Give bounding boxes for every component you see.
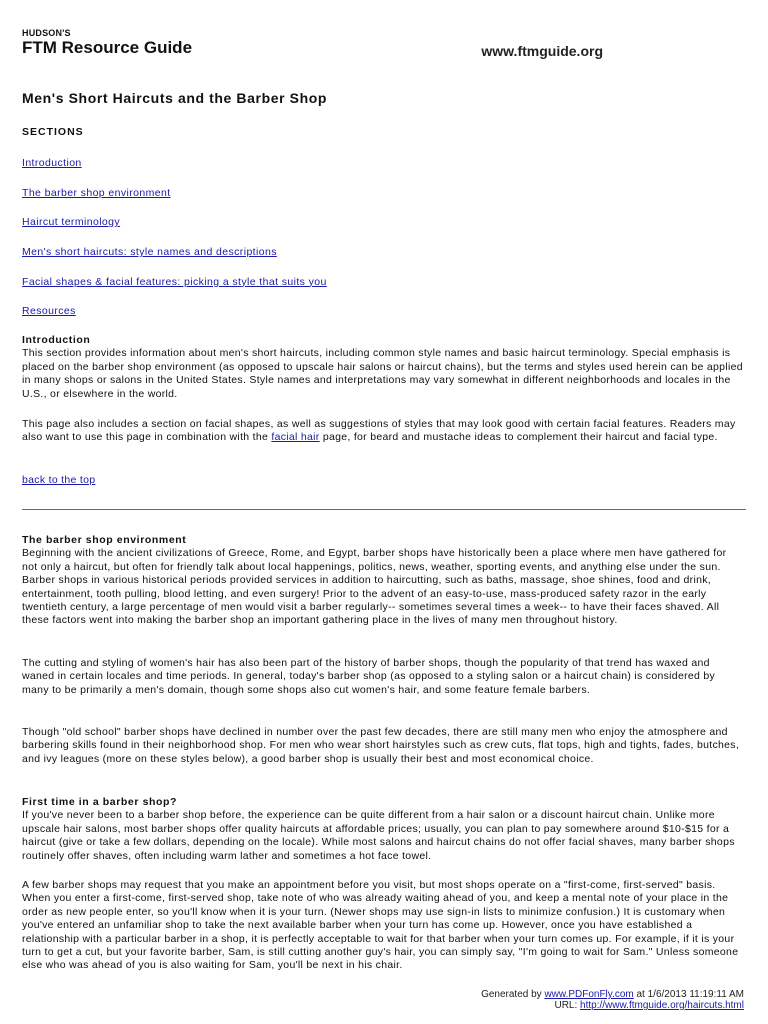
toc-item <box>22 246 327 276</box>
introduction-paragraph-1: This section provides information about men's short haircuts, including common style names and basic haircut terminology. Special emphasis is placed on the barber shop environment (as opposed to upscale hair salons or haircut chains), but the terms and styles used herein can be applied in many shops or salons in the United States. Style names and interpretations may vary somewhat in different neighborhoods and locales in the U.S., or elsewhere in the world. <box>22 347 743 400</box>
barber-paragraph-2-block <box>22 657 744 697</box>
barber-paragraph-5-block <box>22 879 744 973</box>
back-to-top-link[interactable]: back to the top <box>22 474 96 486</box>
first-time-section <box>22 796 744 863</box>
pdfonfly-link[interactable]: www.PDFonFly.com <box>544 989 634 1000</box>
site-logo <box>22 28 192 58</box>
introduction-heading: Introduction <box>22 334 91 346</box>
toc-item <box>22 216 327 246</box>
barber-paragraph-4: If you've never been to a barber shop before, the experience can be quite different from a hair salon or a discount haircut chain. Unlike more upscale hair salons, most barber shops offer quality haircuts at affordable prices; usually, you can plan to pay somewhere around $10-$15 for a haircut (give or take a few dollars, depending on the locale). While most salons and haircut chains do not offer facial shaves, many barber shops routinely offer shaves, often including warm lather and sometimes a hot face towel. <box>22 809 735 862</box>
toc-item <box>22 187 327 217</box>
toc-item <box>22 157 327 187</box>
toc-item <box>22 305 327 335</box>
barber-paragraph-1: Beginning with the ancient civilizations of Greece, Rome, and Egypt, barber shops have historically been a place where men have gathered for not only a haircut, but often for friendly talk about local happenings, politics, news, weather, sporting events, and anything else under the sun. Barber shops in various historical periods provided services in addition to haircutting, such as baths, massage, shoe shines, food and drink, entertainment, tooth pulling, blood letting, and even surgery! Prior to the advent of an easy-to-use, mass-produced safety razor in the early twentieth century, a large percentage of men would visit a barber regularly-- sometimes several times a week-- to have their faces shaved. All these factors went into making the barber shop an important gathering place in the lives of many men throughout history. <box>22 547 727 627</box>
toc-link-barber-shop-environment[interactable]: The barber shop environment <box>22 186 171 199</box>
logo-large-text: FTM Resource Guide <box>22 38 193 57</box>
site-url: www.ftmguide.org <box>481 43 603 59</box>
toc-link-facial-shapes[interactable]: Facial shapes & facial features: picking a style that suits you <box>22 275 327 288</box>
logo-small-text: HUDSON'S <box>22 28 71 38</box>
toc-link-short-haircuts[interactable]: Men's short haircuts: style names and descriptions <box>22 246 277 259</box>
toc-item <box>22 276 327 306</box>
first-time-heading: First time in a barber shop? <box>22 796 178 808</box>
barber-paragraph-3: Though "old school" barber shops have declined in number over the past few decades, there are still many men who enjoy the atmosphere and barbering skills found in their neighborhood shop. For men who wear short hairstyles such as crew cuts, flat tops, high and tights, fades, butches, and ivy leagues (more on these styles below), a good barber shop is usually their best and most economical choice. <box>22 726 740 765</box>
intro-text-before-link: This page also includes a section on facial shapes, as well as suggestions of styles that may look good with certain facial features. Readers may also want to use this page in combination with the <box>22 418 736 444</box>
generated-prefix: Generated by <box>481 989 545 1000</box>
url-label: URL: <box>554 1000 581 1011</box>
facial-hair-link[interactable]: facial hair <box>271 431 320 444</box>
section-divider <box>22 509 746 510</box>
toc-link-haircut-terminology[interactable]: Haircut terminology <box>22 216 121 229</box>
introduction-paragraph-2 <box>22 418 744 445</box>
barber-paragraph-3-block <box>22 726 744 766</box>
barber-shop-section <box>22 534 744 628</box>
source-url-link[interactable]: http://www.ftmguide.org/haircuts.html <box>580 1000 744 1011</box>
source-url-line <box>481 1000 744 1011</box>
pdf-footer <box>481 989 744 1011</box>
table-of-contents <box>22 157 327 335</box>
page-title: Men's Short Haircuts and the Barber Shop <box>22 90 328 106</box>
toc-link-resources[interactable]: Resources <box>22 305 76 318</box>
barber-shop-heading: The barber shop environment <box>22 534 187 546</box>
back-to-top-row <box>22 474 744 487</box>
generated-by-line <box>481 989 744 1000</box>
barber-paragraph-2: The cutting and styling of women's hair has also been part of the history of barber shops, though the popularity of that trend has waxed and waned in certain locales and time periods. In general, today's barber shop (as opposed to a styling salon or a haircut chain) is considered by many to be primarily a men's domain, though some shops also cut women's hair, and some feature female barbers. <box>22 657 716 696</box>
sections-heading: SECTIONS <box>22 126 84 138</box>
intro-text-after-link: page, for beard and mustache ideas to complement their haircut and facial type. <box>319 431 718 444</box>
toc-link-introduction[interactable]: Introduction <box>22 157 82 169</box>
introduction-section <box>22 334 744 401</box>
barber-paragraph-5: A few barber shops may request that you make an appointment before you visit, but most shops operate on a "first-come, first-served" basis. When you enter a first-come, first-served shop, take note of who was already waiting ahead of you, and keep a mental note of your place in the order as new people enter, so you'll know when it is your turn. (Newer shops may use sign-in lists to minimize confusion.) It is customary when you've entered an unfamiliar shop to take the next available barber when your turn has come up. However, once you have established a relationship with a particular barber in a shop, it is perfectly acceptable to wait for that barber when your turn comes up. For example, if it is your turn to get a cut, but your favorite barber, Sam, is still cutting another guy's hair, you can simply say, "I'm going to wait for Sam." Unless someone else who was ahead of you is also waiting for Sam, you'll be next in his chair. <box>22 879 739 972</box>
generated-timestamp: at 1/6/2013 11:19:11 AM <box>633 989 744 1000</box>
